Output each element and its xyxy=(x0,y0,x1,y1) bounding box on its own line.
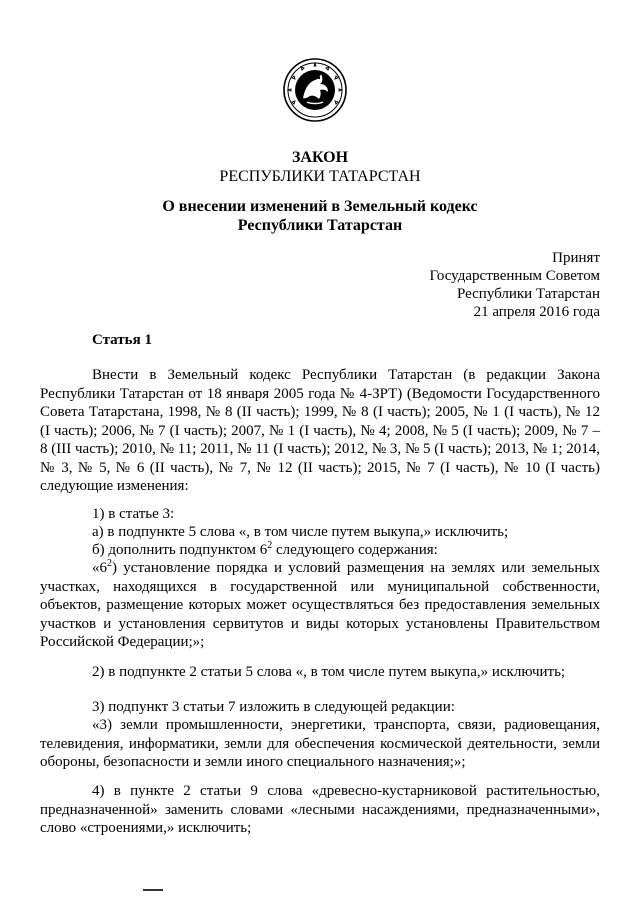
acceptance-line-2: Государственным Советом xyxy=(429,268,600,284)
item-1-subitem-b-text-end: следующего содержания: xyxy=(272,542,438,558)
page-footer-mark xyxy=(143,889,163,891)
item-3-heading: 3) подпункт 3 статьи 7 изложить в следующей редакции: xyxy=(92,699,455,715)
document-title: ЗАКОН xyxy=(291,149,349,166)
item-1-heading: 1) в статье 3: xyxy=(92,506,175,522)
acceptance-line-3: Республики Татарстан xyxy=(456,286,600,302)
article-intro: Внести в Земельный кодекс Республики Татарстан (в редакции Закона Республики Татарстан от 18 января 2005 года № 4-ЗРТ) (Ведомости Государственного Совета Татарстана, 1998, № 8 (II часть); 1999, № 8 (I часть); 2005, № 1 (I часть), № 12 (I часть); 2006, № 7 (I часть); 2007, № 1 (I часть), № 4; 2008, № 5 (I часть); 2009, № 7 – 8 (III часть); 2010, № 11; 2011, № 11 (I часть); 2012, № 3, № 5 (I часть); 2013, № 1; 2014, № 3, № 5, № 6 (II часть), № 7, № 12 (II часть); 2015, № 7 (I часть), № 10 (I часть) следующие изменения: xyxy=(40,367,600,494)
law-name-line-1: О внесении изменений в Земельный кодекс xyxy=(162,198,478,215)
item-4: 4) в пункте 2 статьи 9 слова «древесно-кустарниковой растительностью, предназначенной» заменить словами «лесными насаждениями, предназначенными», слово «строениями,» исключить; xyxy=(40,783,600,836)
item-1-subitem-b xyxy=(40,541,600,560)
item-1-quote-sup: 2 xyxy=(107,558,112,569)
item-1-subitem-b-text: б) дополнить подпунктом 6 xyxy=(92,542,268,558)
item-1-quote-start: «6 xyxy=(92,560,107,576)
document-subtitle: РЕСПУБЛИКИ ТАТАРСТАН xyxy=(219,168,421,185)
acceptance-line-1: Принят xyxy=(552,250,600,266)
item-2: 2) в подпункте 2 статьи 5 слова «, в том числе путем выкупа,» исключить; xyxy=(92,664,566,680)
article-title: Статья 1 xyxy=(92,332,152,348)
law-name-line-2: Республики Татарстан xyxy=(237,217,403,234)
acceptance-block xyxy=(300,249,600,321)
tatarstan-emblem-icon xyxy=(283,58,347,122)
item-1-quote xyxy=(40,559,600,652)
item-3-quote: «3) земли промышленности, энергетики, транспорта, связи, радиовещания, телевидения, информатики, земли для обеспечения космической деятельности, земли обороны, безопасности и земли иного специального назначения;»; xyxy=(40,717,600,770)
acceptance-date: 21 апреля 2016 года xyxy=(473,304,600,320)
item-1-subitem-b-sup: 2 xyxy=(267,540,273,551)
item-1-subitem-a: а) в подпункте 5 слова «, в том числе путем выкупа,» исключить; xyxy=(92,524,509,540)
item-1-quote-text: ) установление порядка и условий размещения на землях или земельных участках, находящихся в государственной или муниципальной собственности, объектов, размещение которых может осуществляться без предоставления земельных участков и установления сервитутов и виды которых установлены Правительством Российской Федерации;»; xyxy=(40,560,600,650)
